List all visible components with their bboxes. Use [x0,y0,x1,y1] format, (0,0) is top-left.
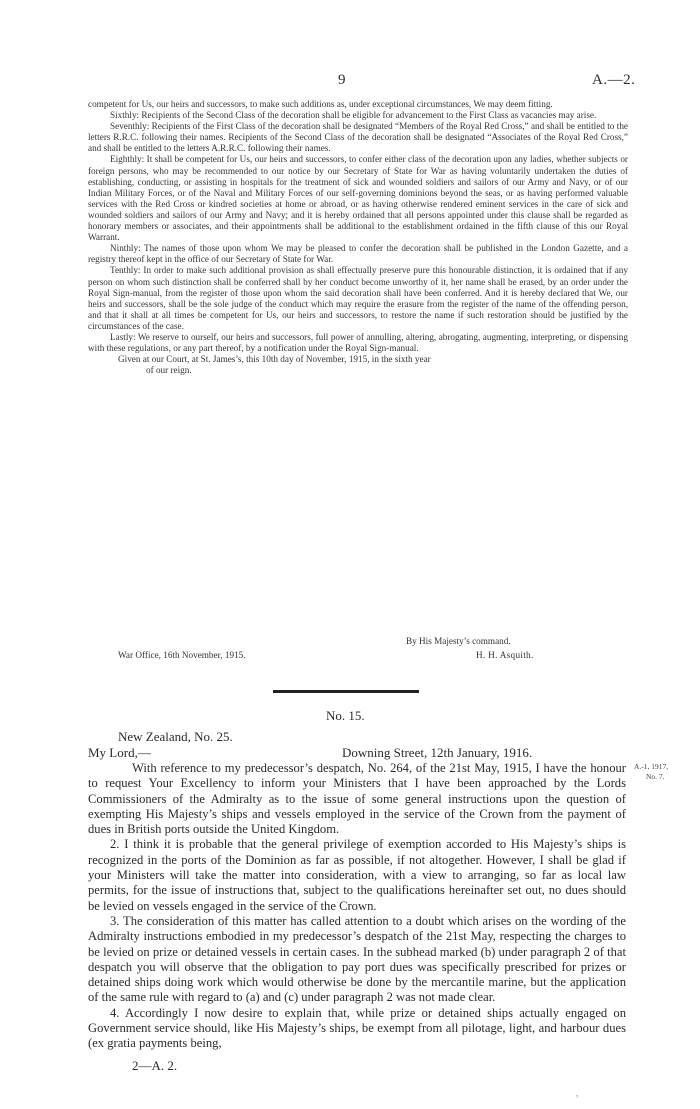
warrant-paragraph: Eighthly: It shall be competent for Us, our heirs and successors, to confer either class of the decoration upon any ladies, whether subjects or foreign persons, who may be recommended to our notice by our Secretary of State for War as having voluntarily undertaken the duties of establishing, conducting, or assisting in hospitals for the treatment of sick and wounded soldiers and sailors of our Army and Navy, or of our Indian Military Forces, or of the Naval and Military Forces of our self-governing dominions beyond the seas, or as having performed valuable services with the Red Cross or kindred societies at home or abroad, or as having otherwise rendered eminent services in the care of sick and wounded soldiers and sailors of our Army and Navy; and it is hereby ordained that all persons appointed under this clause shall be regarded as honorary members or associates, and their appointments shall be additional to the establishment ordained in the fifth clause of this our Royal Warrant. [88,154,628,243]
warrant-paragraph: Sixthly: Recipients of the Second Class of the decoration shall be eligible for advancement to the First Class as vacancies may arise. [110,110,597,121]
despatch-paragraph: 2. I think it is probable that the general privilege of exemption accorded to His Majesty’s ships is recognized in the ports of the Dominion as far as possible, if not altogether. However, I shall be glad if your Ministers will take the matter into consideration, with a view to arranging, so far as local law permits, for the issue of instructions that, subject to the qualifications hereinafter set out, no dues should be levied on vessels engaged in the service of the Crown. [88,837,626,913]
given-line-continuation: of our reign. [146,365,192,376]
footer-mark: , [576,1088,579,1099]
warrant-paragraph: Seventhly: Recipients of the First Class of the decoration shall be designated “Members of the Royal Red Cross,” and shall be entitled to the letters R.R.C. following their names. Recipients of the Second Class of the decoration shall be designated “Associates of the Royal Red Cross,” and shall be entitled to the letters A.R.R.C. following their names. [88,121,628,154]
despatch-paragraph: With reference to my predecessor’s despatch, No. 264, of the 21st May, 1915, I have the honour to request Your Excellency to inform your Ministers that I have been approached by the Lords Commissioners of the Admiralty as to the issue of some general instructions upon the question of exempting His Majesty’s ships and vessels employed in the service of the Crown from the payment of dues in British ports outside the United Kingdom. [88,761,626,837]
given-line [88,354,628,376]
despatch-country: New Zealand, No. 25. [118,729,233,744]
despatch-number: No. 15. [326,708,365,723]
warrant-paragraph: competent for Us, our heirs and successors, to make such additions as, under exceptional circumstances, We may deem fitting. [88,99,553,109]
despatch-body [88,761,626,1052]
page-number: 9 [338,72,346,88]
margin-reference-line: No. 7. [646,772,665,781]
salutation: My Lord,— [88,745,151,760]
margin-reference [634,762,700,782]
despatch-dateline: Downing Street, 12th January, 1916. [342,745,533,760]
royal-warrant-text [88,99,628,376]
document-reference: A.—2. [592,72,636,88]
warrant-paragraph: Ninthly: The names of those upon whom We may be pleased to confer the decoration shall be published in the London Gazette, and a registry thereof kept in the office of our Secretary of State for War. [88,243,628,265]
given-line-text: Given at our Court, at St. James’s, this 10th day of November, 1915, in the sixth year [118,354,431,365]
signer-name: H. H. Asquith. [476,650,534,660]
despatch-paragraph: 3. The consideration of this matter has called attention to a doubt which arises on the wording of the Admiralty instructions embodied in my predecessor’s despatch of the 21st May, respecting the charges to be levied on prize or detained vessels in certain cases. In the subhead marked (b) under paragraph 2 of that despatch you will observe that the obligation to pay port dues was specifically prescribed for prizes or detained ships doing work which would otherwise be done by the mercantile marine, but the application of the same rule with regard to (a) and (c) under paragraph 2 was not made clear. [88,913,626,1005]
margin-reference-line: A.-1, 1917, [634,762,669,771]
warrant-paragraph: Lastly: We reserve to ourself, our heirs and successors, full power of annulling, altering, abrogating, augmenting, interpreting, or dispensing with these regulations, or any part thereof, by a notification under the Royal Sign-manual. [88,331,628,354]
despatch-paragraph: 4. Accordingly I now desire to explain that, while prize or detained ships actually engaged on Government service should, like His Majesty’s ships, be exempt from all pilotage, light, and harbour dues (ex gratia payments being, [88,1005,626,1051]
by-command: By His Majesty’s command. [406,636,511,646]
warrant-paragraph: Tenthly: In order to make such additional provision as shall effectually preserve pure this honourable distinction, it is ordained that if any person on whom such distinction shall be conferred shall by her conduct become unworthy of it, her name shall be erased, by an order under the Royal Sign-manual, from the register of those upon whom the said decoration shall have been conferred. And it is hereby declared that We, our heirs and successors, shall be the sole judge of the conduct which may require the erasure from the register of the name of the offending person, and that it shall at all times be competent for Us, our heirs and successors, to restore the name if such restoration should be justified by the circumstances of the case. [88,265,628,331]
office-date: War Office, 16th November, 1915. [118,650,246,660]
section-divider [273,690,419,693]
footer-signature-mark: 2—A. 2. [132,1058,178,1073]
